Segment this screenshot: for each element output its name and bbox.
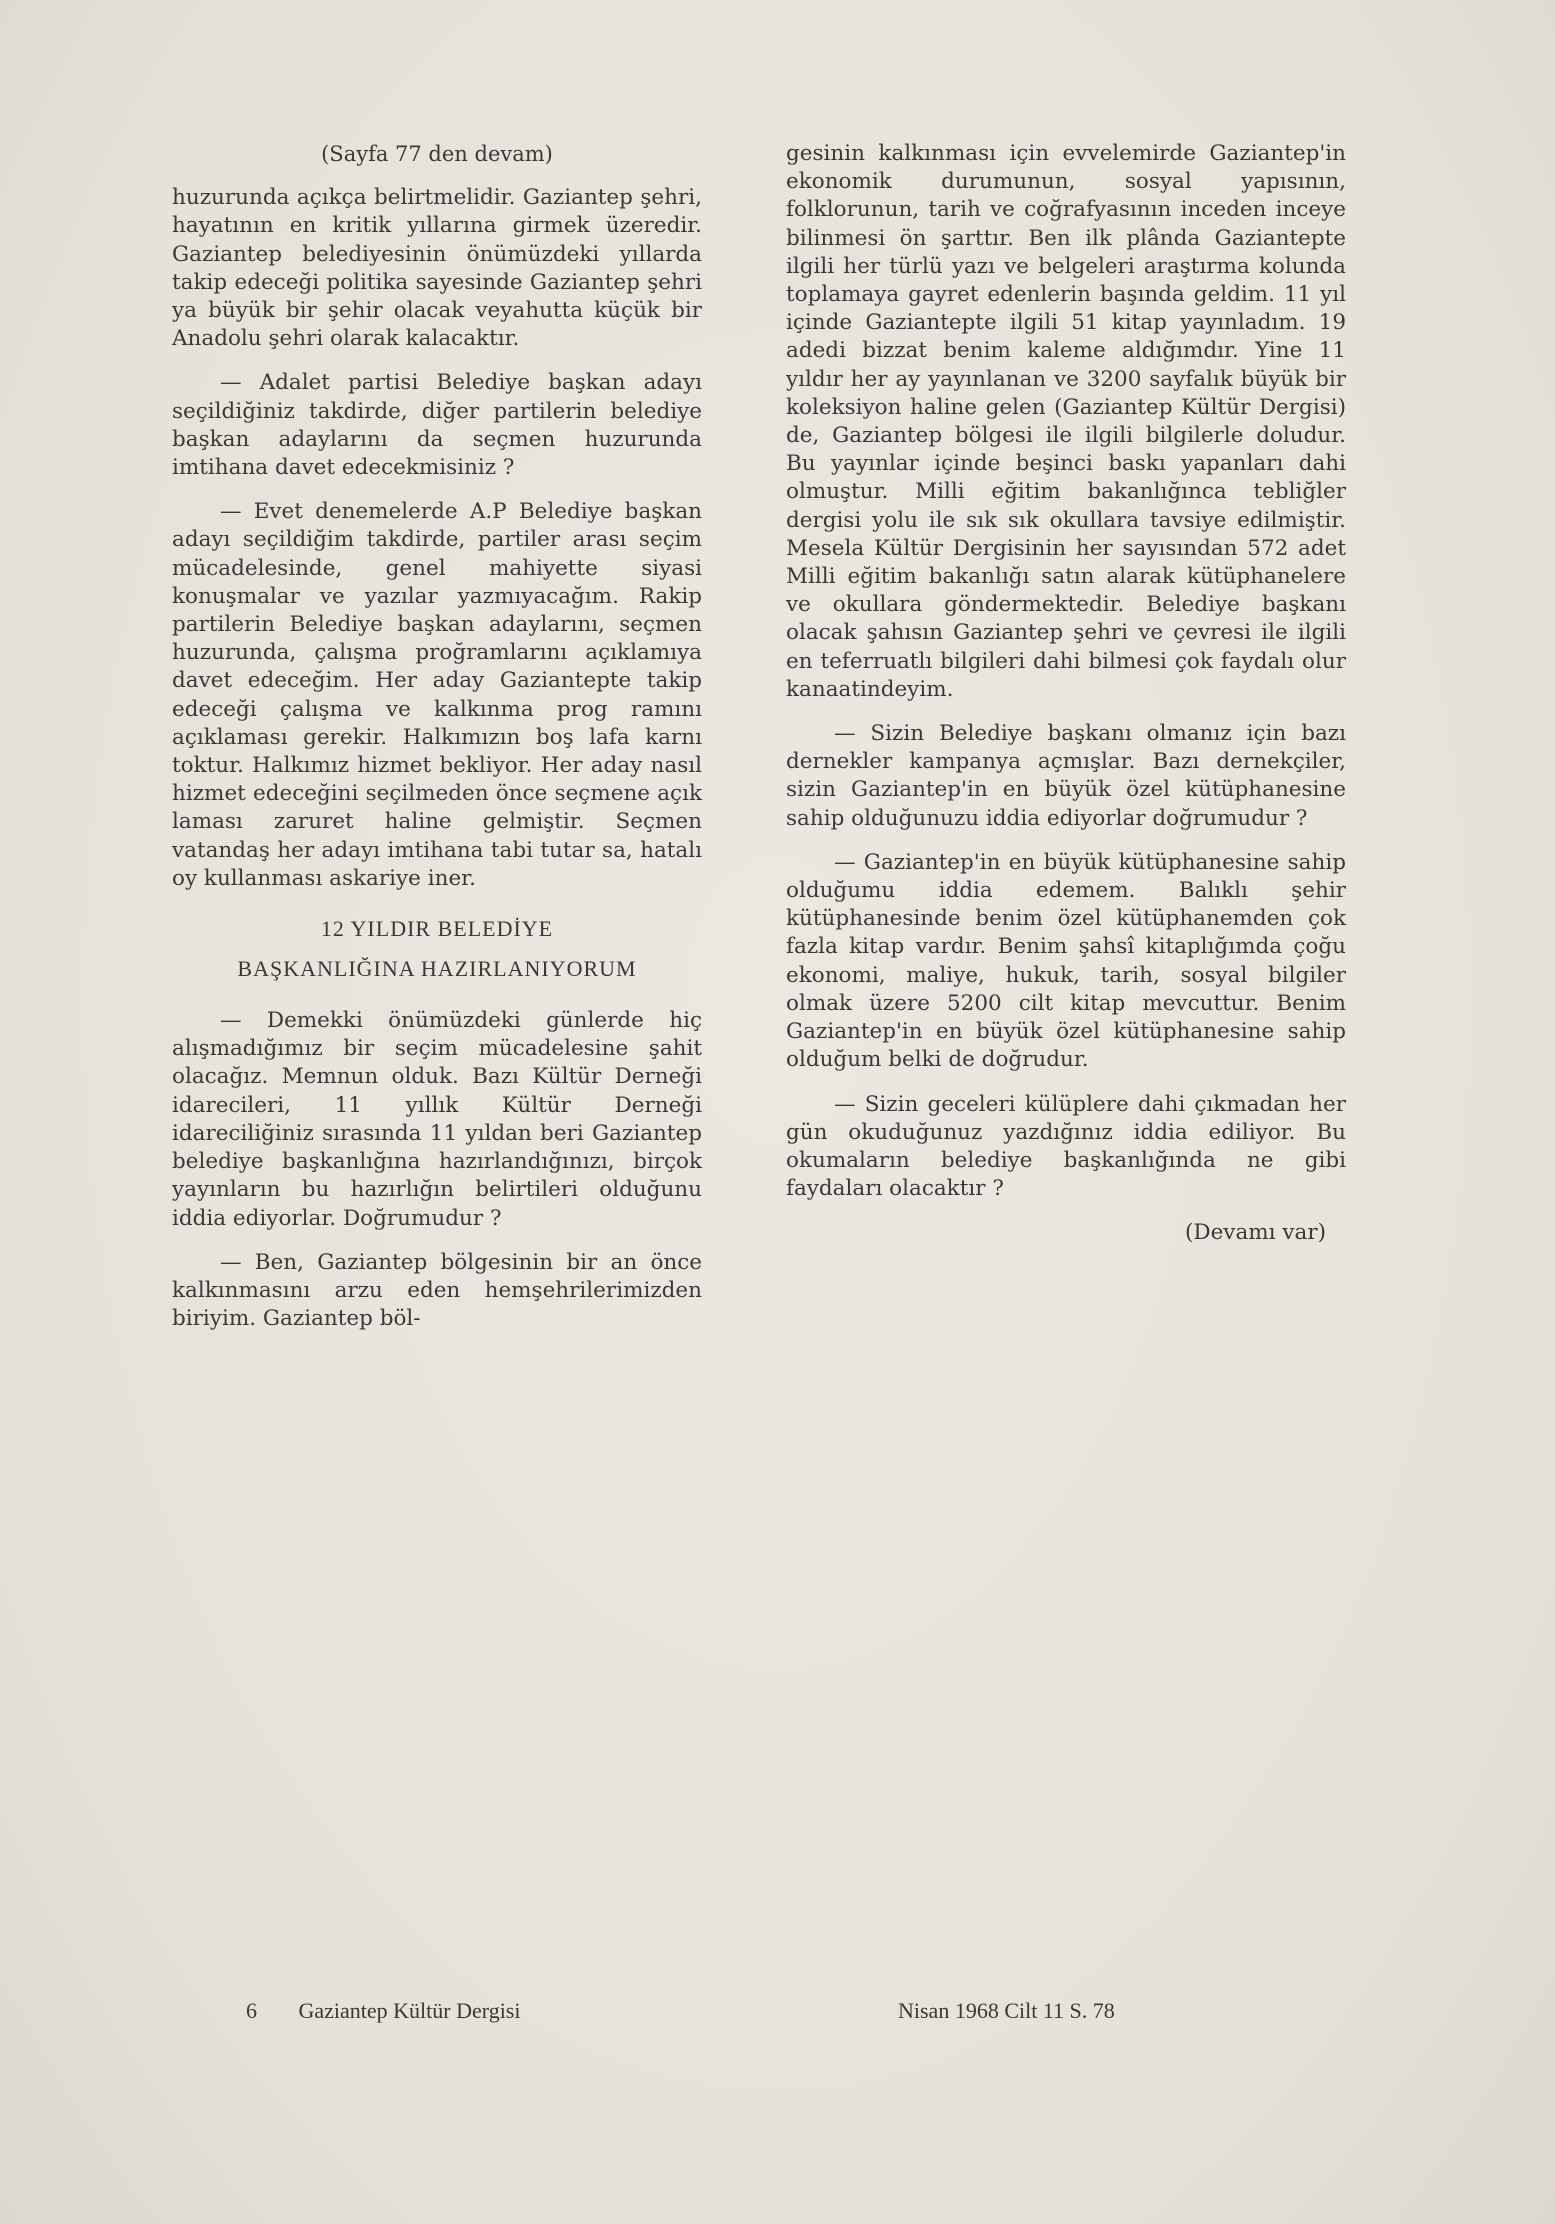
issue-info: Nisan 1968 Cilt 11 S. 78	[898, 1998, 1115, 2023]
page-number: 6	[246, 1998, 257, 2023]
answer-paragraph: — Evet denemelerde A.P Belediye başkan adayı seçildiğim takdirde, partiler arası seçim mücadelesinde, genel mahiyette siyasi konuşmalar ve yazılar yazmıyacağım. Rakip partilerin Belediye başkan adaylarını, seçmen huzurunda, çalışma proğramlarını açıklamıya davet edeceğim. Her aday Gaziantepte takip edeceği çalışma ve kalkınma prog ramını açıklaması gerekir. Halkımızın boş lafa karnı toktur. Halkımız hizmet bekliyor. Her aday nasıl hizmet edeceğini seçilmeden önce seçmene açık laması zaruret haline gelmiştir. Seçmen vatandaş her adayı imtihana tabi tutar sa, hatalı oy kullanması askariye iner.	[172, 499, 702, 891]
question-paragraph: — Sizin Belediye başkanı olmanız için bazı dernekler kampanya açmışlar. Bazı dernekçiler, sizin Gaziantep'in en büyük özel kütüphanesine sahip olduğunuzu iddia ediyorlar doğrumudur ?	[786, 721, 1346, 831]
subheading-line-1: 12 YILDIR BELEDİYE	[320, 916, 554, 942]
question-paragraph: — Adalet partisi Belediye başkan adayı seçildiğiniz takdirde, diğer partilerin belediye başkan adaylarını da seçmen huzurunda imtihana davet edecekmisiniz ?	[172, 370, 702, 481]
journal-name: Gaziantep Kültür Dergisi	[298, 1998, 521, 2023]
answer-continuation: gesinin kalkınması için evvelemirde Gaziantep'in ekonomik durumunun, sosyal yapısının, folklorunun, tarih ve coğrafyasının inceden inceye bilinmesi ön şarttır. Ben ilk plânda Gaziantepte ilgili her türlü yazı ve belgeleri araştırma kolunda toplamaya gayret edenlerin başında geldim. 11 yıl içinde Gaziantepte ilgili 51 kitap yayınladım. 19 adedi bizzat benim kaleme aldığımdır. Yine 11 yıldır her ay yayınlanan ve 3200 sayfalık büyük bir koleksiyon haline gelen (Gaziantep Kültür Dergisi) de, Gaziantep bölgesi ile ilgili bilgilerle doludur. Bu yayınlar içinde beşinci baskı yapanları dahi olmuştur. Milli eğitim bakanlığınca tebliğler dergisi yolu ile sık sık okullara tavsiye edilmiştir. Mesela Kültür Dergisinin her sayısından 572 adet Milli eğitim bakanlığı satın alarak kütüphanelere ve okullara göndermektedir. Belediye başkanı olacak şahısın Gaziantep şehri ve çevresi ile ilgili en teferruatlı bilgileri dahi bilmesi çok faydalı olur kanaatindeyim.	[786, 141, 1346, 702]
right-column	[786, 140, 1346, 1248]
subheading-line-2: BAŞKANLIĞINA HAZIRLANIYORUM	[237, 956, 637, 982]
paragraph: huzurunda açıkça belirtmelidir. Gaziantep şehri, hayatının en kritik yıllarına girmek üzeredir. Gaziantep belediyesinin önümüzdeki yıllarda takip edeceği politika sayesinde Gaziantep şehri ya büyük bir şehir olacak veyahutta küçük bir Anadolu şehri olarak kalacaktır.	[172, 185, 702, 352]
answer-paragraph: — Ben, Gaziantep bölgesinin bir an önce kalkınmasını arzu eden hemşehrilerimizden biriyim. Gaziantep böl-	[172, 1249, 702, 1332]
left-column	[172, 140, 702, 1349]
answer-paragraph: — Gaziantep'in en büyük kütüphanesine sahip olduğumu iddia edemem. Balıklı şehir kütüphanesinde benim özel kütüphanemden çok fazla kitap vardır. Benim şahsî kitaplığımda çoğu ekonomi, maliye, hukuk, tarih, sosyal bilgiler olmak üzere 5200 cilt kitap mevcuttur. Benim Gaziantep'in en büyük özel kütüphanesine sahip olduğum belki de doğrudur.	[786, 849, 1346, 1073]
question-paragraph: — Sizin geceleri külüplere dahi çıkmadan her gün okuduğunuz yazdığınız iddia ediliyor. Bu okumaların belediye başkanlığında ne gibi faydaları olacaktır ?	[786, 1091, 1346, 1202]
footer-right	[898, 1998, 1151, 2024]
continued-from-note: (Sayfa 77 den devam)	[321, 142, 553, 166]
continued-note: (Devamı var)	[1184, 1220, 1326, 1246]
footer-left	[246, 1998, 556, 2024]
question-paragraph: — Demekki önümüzdeki günlerde hiç alışmadığımız bir seçim mücadelesine şahit olacağız. Memnun olduk. Bazı Kültür Derneği idarecileri, 11 yıllık Kültür Derneği idareciliğiniz sırasında 11 yıldan beri Gaziantep belediye başkanlığına hazırlandığınızı, birçok yayınların bu hazırlığın belirtileri olduğunu iddia ediyorlar. Doğrumudur ?	[172, 1008, 702, 1231]
section-subheading	[172, 909, 702, 989]
